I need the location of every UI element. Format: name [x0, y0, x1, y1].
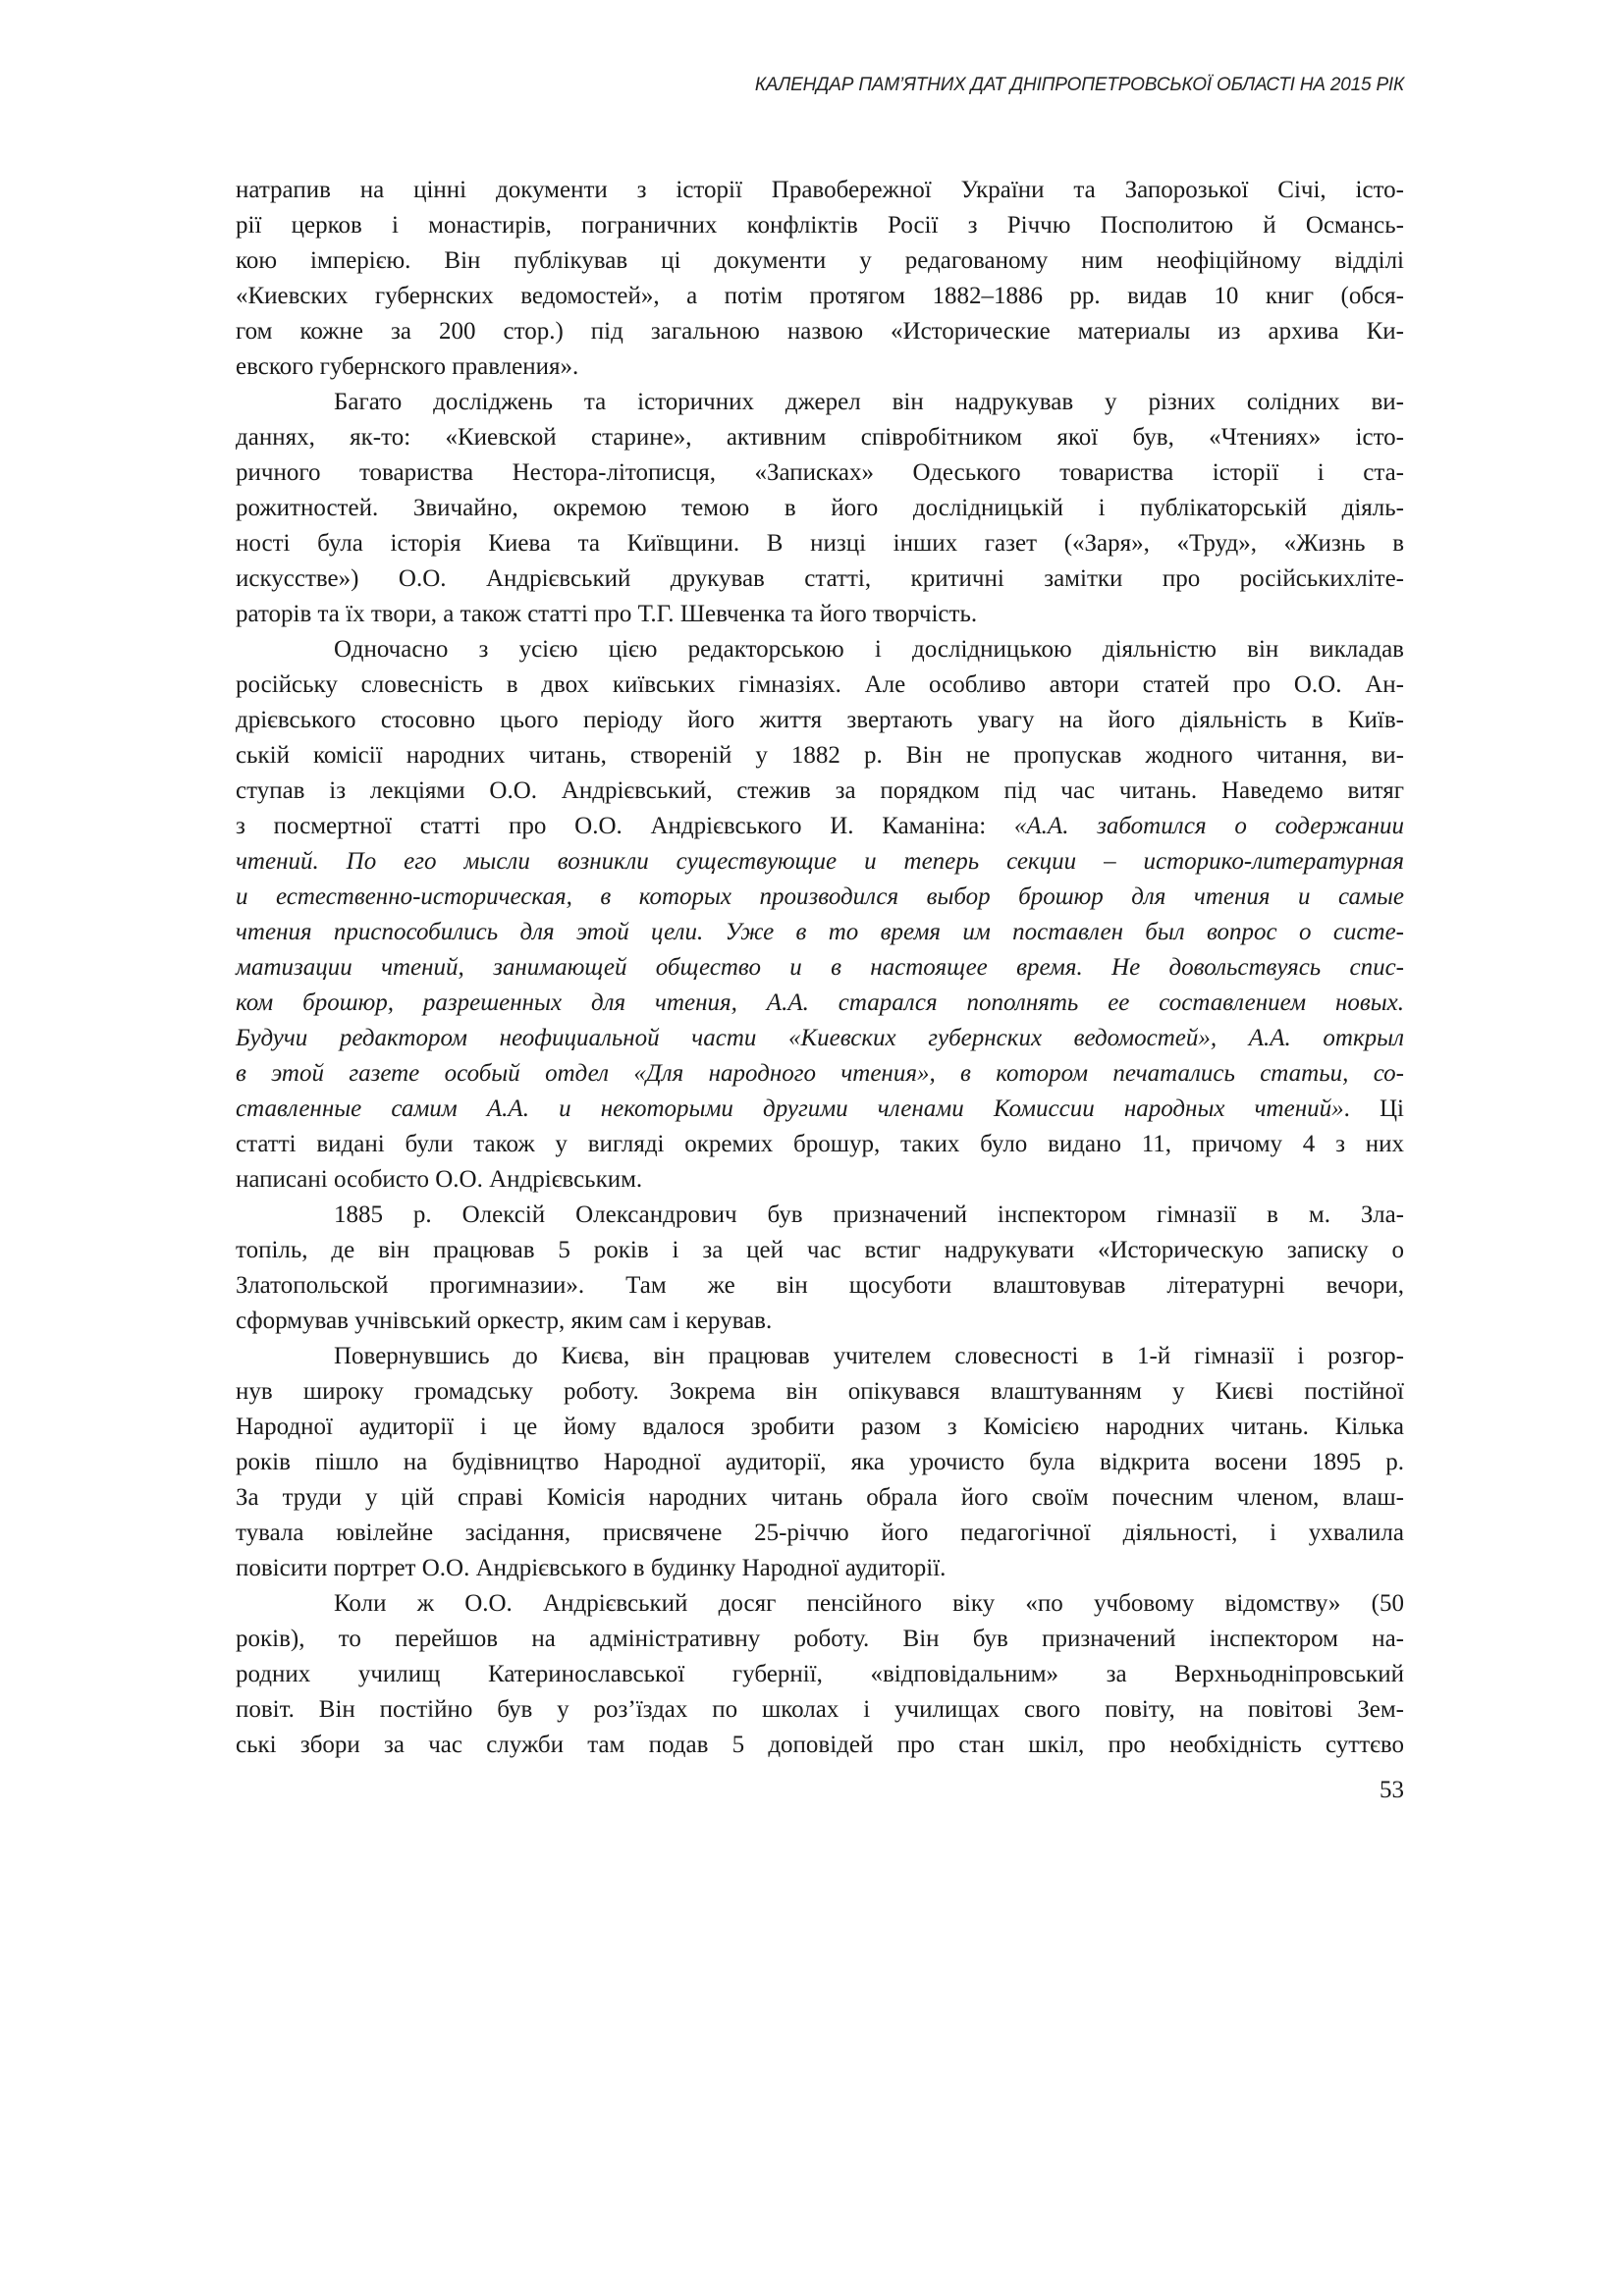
- text-segment: евского губернского правления».: [236, 353, 579, 380]
- text-line: [236, 809, 1404, 844]
- text-line: [236, 173, 1404, 208]
- text-segment: родних училищ Катеринославської губернії, «відповідальним» за Верхньодніпровський: [236, 1661, 1404, 1687]
- text-line: [236, 1657, 1404, 1692]
- text-line: [236, 915, 1404, 950]
- text-line: [236, 1198, 1404, 1233]
- text-segment: нув широку громадську роботу. Зокрема він опікувався влаштуванням у Києві постійної: [236, 1378, 1404, 1405]
- paragraph: [236, 1198, 1404, 1339]
- paragraph: [236, 1586, 1404, 1763]
- quoted-text: чтений. По его мысли возникли существующие и теперь секции – историко-литературная: [236, 848, 1404, 875]
- text-line: [236, 1374, 1404, 1410]
- quoted-text: Будучи редактором неофициальной части «Киевских губернских ведомостей», А.А. открыл: [236, 1025, 1404, 1051]
- text-segment: років), то перейшов на адміністративну роботу. Він був призначений інспектором на-: [236, 1626, 1404, 1652]
- text-segment: написані особисто О.О. Андрієвським.: [236, 1166, 643, 1193]
- text-segment: Коли ж О.О. Андрієвський досяг пенсійного віку «по учбовому відомству» (50: [334, 1590, 1404, 1617]
- article-body: [236, 173, 1404, 1763]
- text-segment: гом кожне за 200 стор.) під загальною назвою «Исторические материалы из архива Ки-: [236, 318, 1404, 345]
- text-line: [236, 1268, 1404, 1304]
- paragraph: [236, 1339, 1404, 1586]
- text-segment: з посмертної статті про О.О. Андрієвського И. Каманіна:: [236, 813, 1014, 839]
- text-line: [236, 597, 1404, 632]
- text-segment: ності була історія Киева та Київщини. В низці інших газет («Заря», «Труд», «Жизнь в: [236, 530, 1404, 557]
- text-segment: . Ці: [1343, 1095, 1404, 1122]
- text-line: [236, 1021, 1404, 1056]
- text-line: [236, 703, 1404, 738]
- quoted-text: и естественно-историческая, в которых производился выбор брошюр для чтения и самые: [236, 883, 1404, 910]
- text-line: [236, 667, 1404, 703]
- text-line: [236, 1056, 1404, 1092]
- text-segment: повіт. Він постійно був у роз’їздах по школах і училищах свого повіту, на повітові Зем-: [236, 1696, 1404, 1723]
- text-line: [236, 385, 1404, 420]
- text-segment: За труди у цій справі Комісія народних читань обрала його своїм почесним членом, влаш-: [236, 1484, 1404, 1511]
- text-line: [236, 774, 1404, 809]
- text-segment: ській комісії народних читань, створеній у 1882 р. Він не пропускав жодного читання, ви-: [236, 742, 1404, 769]
- quoted-text: чтения приспособились для этой цели. Уже в то время им поставлен был вопрос о систе-: [236, 919, 1404, 945]
- text-segment: Повернувшись до Києва, він працював учителем словесності в 1-й гімназії і розгор-: [334, 1343, 1404, 1369]
- text-segment: натрапив на цінні документи з історії Правобережної України та Запорозької Січі, істо-: [236, 177, 1404, 203]
- text-line: [236, 1516, 1404, 1551]
- paragraph: [236, 632, 1404, 1198]
- text-segment: даннях, як-то: «Киевской старине», активним співробітником якої був, «Чтениях» істо-: [236, 424, 1404, 451]
- text-line: [236, 1127, 1404, 1162]
- text-line: [236, 561, 1404, 597]
- text-segment: ступав із лекціями О.О. Андрієвський, стежив за порядком під час читань. Наведемо витяг: [236, 777, 1404, 804]
- text-line: [236, 844, 1404, 880]
- text-line: [236, 1410, 1404, 1445]
- text-line: [236, 1728, 1404, 1763]
- text-segment: «Киевских губернских ведомостей», а потім протягом 1882–1886 рр. видав 10 книг (обся-: [236, 283, 1404, 309]
- text-segment: сформував учнівський оркестр, яким сам і керував.: [236, 1308, 773, 1334]
- text-segment: ричного товариства Нестора-літописця, «Записках» Одеського товариства історії і ста-: [236, 459, 1404, 486]
- text-line: [236, 1622, 1404, 1657]
- text-segment: Одночасно з усією цією редакторською і дослідницькою діяльністю він викладав: [334, 636, 1404, 663]
- text-line: [236, 880, 1404, 915]
- text-line: [236, 243, 1404, 279]
- text-line: [236, 279, 1404, 314]
- text-segment: років пішло на будівництво Народної аудиторії, яка урочисто була відкрита восени 1895 р.: [236, 1449, 1404, 1475]
- text-line: [236, 1480, 1404, 1516]
- paragraph: [236, 173, 1404, 385]
- text-segment: искусстве») О.О. Андрієвський друкував статті, критичні замітки про російськихліте-: [236, 565, 1404, 592]
- text-line: [236, 986, 1404, 1021]
- paragraph: [236, 385, 1404, 632]
- text-line: [236, 1551, 1404, 1586]
- quoted-text: ком брошюр, разрешенных для чтения, А.А. старался пополнять ее составлением новых.: [236, 989, 1404, 1016]
- text-segment: рії церков і монастирів, пограничних конфліктів Росії з Річчю Посполитою й Османсь-: [236, 212, 1404, 239]
- text-line: [236, 738, 1404, 774]
- text-segment: раторів та їх твори, а також статті про Т.Г. Шевченка та його творчість.: [236, 601, 978, 627]
- text-line: [236, 1162, 1404, 1198]
- text-line: [236, 1586, 1404, 1622]
- text-segment: рожитностей. Звичайно, окремою темою в його дослідницькій і публікаторській діяль-: [236, 495, 1404, 521]
- text-segment: ські збори за час служби там подав 5 доповідей про стан шкіл, про необхідність суттєво: [236, 1732, 1404, 1758]
- quoted-text: ставленные самим А.А. и некоторыми другими членами Комиссии народных чтений»: [236, 1095, 1344, 1122]
- text-segment: статті видані були також у вигляді окремих брошур, таких було видано 11, причому 4 з них: [236, 1131, 1404, 1157]
- running-header: КАЛЕНДАР ПАМ’ЯТНИХ ДАТ ДНІПРОПЕТРОВСЬКОЇ ОБЛАСТІ НА 2015 РІК: [754, 75, 1404, 95]
- text-line: [236, 314, 1404, 349]
- text-segment: топіль, де він працював 5 років і за цей час встиг надрукувати «Историческую записку о: [236, 1237, 1404, 1263]
- text-line: [236, 1692, 1404, 1728]
- text-line: [236, 1233, 1404, 1268]
- text-segment: повісити портрет О.О. Андрієвського в будинку Народної аудиторії.: [236, 1555, 947, 1581]
- text-segment: тувала ювілейне засідання, присвячене 25-річчю його педагогічної діяльності, і ухвалила: [236, 1520, 1404, 1546]
- text-segment: Златопольской прогимназии». Там же він щосуботи влаштовував літературні вечори,: [236, 1272, 1404, 1299]
- quoted-text: в этой газете особый отдел «Для народного чтения», в котором печатались статьи, со-: [236, 1060, 1404, 1087]
- text-line: [236, 208, 1404, 243]
- text-segment: Багато досліджень та історичних джерел він надрукував у різних солідних ви-: [334, 389, 1404, 415]
- text-line: [236, 491, 1404, 526]
- text-line: [236, 950, 1404, 986]
- text-line: [236, 1339, 1404, 1374]
- text-segment: дрієвського стосовно цього періоду його життя звертають увагу на його діяльність в Київ-: [236, 707, 1404, 733]
- text-line: [236, 420, 1404, 455]
- text-segment: Народної аудиторії і це йому вдалося зробити разом з Комісією народних читань. Кілька: [236, 1414, 1404, 1440]
- text-line: [236, 349, 1404, 385]
- text-line: [236, 526, 1404, 561]
- text-line: [236, 632, 1404, 667]
- text-line: [236, 455, 1404, 491]
- text-line: [236, 1445, 1404, 1480]
- text-segment: 1885 р. Олексій Олександрович був призначений інспектором гімназії в м. Зла-: [334, 1201, 1404, 1228]
- page-number: 53: [1380, 1777, 1404, 1803]
- quoted-text: «А.А. заботился о содержании: [1013, 813, 1404, 839]
- text-line: [236, 1092, 1404, 1127]
- quoted-text: матизации чтений, занимающей общество и в настоящее время. Не довольствуясь спис-: [236, 954, 1404, 981]
- text-line: [236, 1304, 1404, 1339]
- text-segment: російську словесність в двох київських гімназіях. Але особливо автори статей про О.О. Ан-: [236, 671, 1404, 698]
- text-segment: кою імперією. Він публікував ці документи у редагованому ним неофіційному відділі: [236, 247, 1404, 274]
